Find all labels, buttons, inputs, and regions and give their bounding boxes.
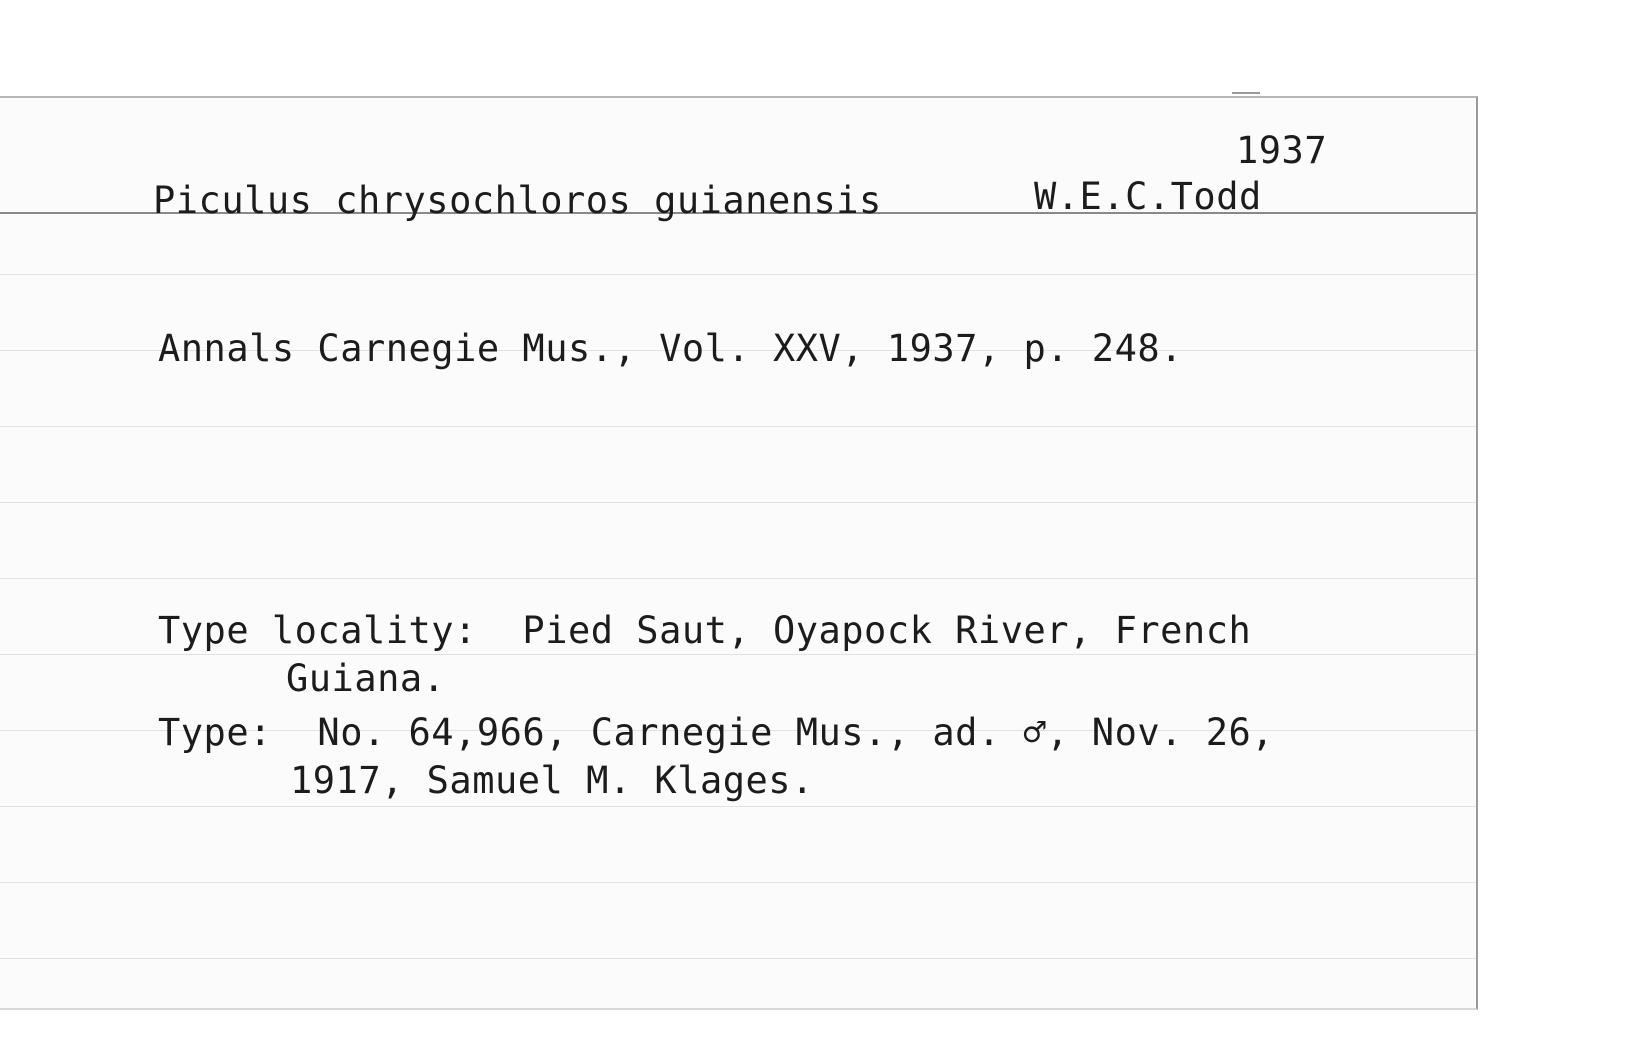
author: W.E.C.Todd (1034, 175, 1262, 218)
ruled-line (0, 882, 1476, 883)
ruled-line (0, 806, 1476, 807)
year: 1937 (1236, 129, 1328, 172)
type-line-1: Type: No. 64,966, Carnegie Mus., ad. ♂, Nov. 26, (158, 711, 1275, 754)
reference: Annals Carnegie Mus., Vol. XXV, 1937, p. 248. (158, 327, 1183, 370)
type-line-2: 1917, Samuel M. Klages. (290, 759, 814, 802)
type-locality-line-2: Guiana. (286, 657, 446, 700)
index-card (0, 96, 1478, 1010)
ruled-line (0, 502, 1476, 503)
taxon-name: Piculus chrysochloros guianensis (153, 179, 882, 222)
card-top-mark (1232, 92, 1260, 94)
ruled-line (0, 654, 1476, 655)
type-locality-line-1: Type locality: Pied Saut, Oyapock River, French (158, 609, 1252, 652)
ruled-line (0, 426, 1476, 427)
ruled-line (0, 274, 1476, 275)
ruled-line (0, 958, 1476, 959)
ruled-line (0, 578, 1476, 579)
